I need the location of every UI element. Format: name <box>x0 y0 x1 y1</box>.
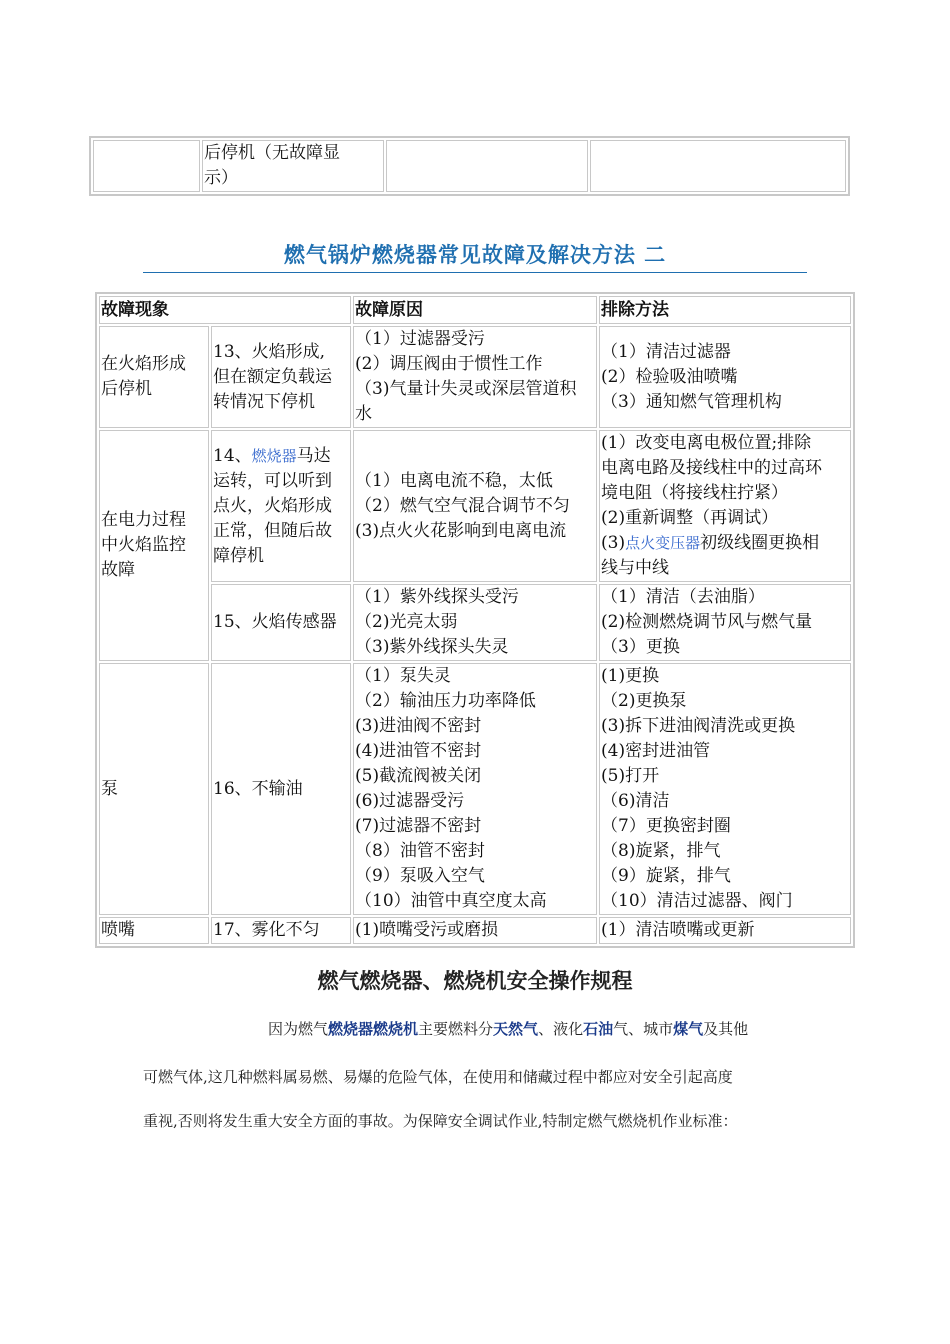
phenomenon-cell <box>99 430 209 661</box>
keyword-link[interactable]: 煤气 <box>673 1020 704 1038</box>
cell-text: (2)检测燃烧调节风与燃气量 <box>601 612 813 632</box>
cause-cell <box>353 326 597 428</box>
cell-text: (3) <box>601 533 626 553</box>
safety-title: 燃气燃烧器、燃烧机安全操作规程 <box>317 969 633 993</box>
cause-cell <box>353 584 597 661</box>
cell-text: （2）输油压力功率降低 <box>355 691 536 711</box>
cell-text: （1）清洁（去油脂） <box>601 587 765 607</box>
cell-text: 后停机 <box>101 379 152 399</box>
cell-text: （1）清洁过滤器 <box>601 341 731 362</box>
text-segment: 、液化 <box>538 1020 584 1038</box>
header-phenomenon: 故障现象 <box>99 296 351 324</box>
cell-text: 线与中线 <box>601 558 669 578</box>
cell-text: 初级线圈更换相 <box>700 533 820 553</box>
section-title: 燃气锅炉燃烧器常见故障及解决方法 二 <box>143 238 807 273</box>
cell-text: (7)过滤器不密封 <box>355 816 482 836</box>
cell-text: （8）油管不密封 <box>355 841 485 861</box>
keyword-link[interactable]: 燃烧器燃烧机 <box>328 1020 419 1038</box>
condition-cell: 17、雾化不匀 <box>211 917 351 944</box>
text-segment: 因为燃气 <box>268 1020 329 1038</box>
table-row <box>99 917 851 944</box>
table-row <box>99 326 851 428</box>
table-cell <box>386 140 588 192</box>
condition-cell: 16、不输油 <box>211 663 351 915</box>
cell-text: （2)更换泵 <box>601 691 687 711</box>
ignition-transformer-link[interactable]: 点火变压器 <box>625 534 701 552</box>
table-header-row <box>99 296 851 324</box>
cell-text: 马达 <box>296 445 331 466</box>
text-segment: 及其他 <box>703 1020 749 1038</box>
condition-cell <box>211 430 351 582</box>
cell-text: (2）调压阀由于惯性工作 <box>355 354 543 374</box>
cell-text: (3)进油阀不密封 <box>355 716 482 736</box>
cell-text: (3)点火火花影响到电离电流 <box>355 520 567 541</box>
table-row <box>93 140 846 192</box>
cell-text: 但在额定负载运 <box>213 366 332 387</box>
cell-text: (5)截流阀被关闭 <box>355 766 482 786</box>
cell-text: （1）泵失灵 <box>355 666 451 686</box>
table-cell <box>93 140 200 192</box>
cell-text: 电离电路及接线柱中的过高环 <box>601 458 822 478</box>
header-fix: 排除方法 <box>599 296 851 324</box>
cell-text: （3）更换 <box>601 637 680 657</box>
cell-text: （3)紫外线探头失灵 <box>355 637 509 657</box>
cell-text: 水 <box>355 404 372 424</box>
cell-text: 在电力过程 <box>101 510 186 530</box>
cell-text: 境电阻（将接线柱拧紧） <box>601 483 788 503</box>
fix-cell: (1）清洁喷嘴或更新 <box>599 917 851 944</box>
fix-cell <box>599 584 851 661</box>
text-segment: 主要燃料分 <box>418 1020 494 1038</box>
cell-text: （2)光亮太弱 <box>355 612 458 632</box>
paragraph-line: 重视,否则将发生重大安全方面的事故。为保障安全调试作业,特制定燃气燃烧机作业标准： <box>143 1112 738 1130</box>
cell-text: （6)清洁 <box>601 791 670 811</box>
cell-text: 后停机（无故障显 <box>204 143 340 163</box>
cell-text: （8)旋紧，排气 <box>601 841 721 861</box>
cell-text: 13、火焰形成, <box>213 341 326 362</box>
cell-text: （7）更换密封圈 <box>601 816 731 836</box>
cell-text: 运转，可以听到 <box>213 470 332 491</box>
cell-text: 在火焰形成 <box>101 354 186 374</box>
cell-text: (1)更换 <box>601 666 660 686</box>
cell-text: 故障 <box>101 560 135 580</box>
keyword-link[interactable]: 天然气 <box>493 1020 539 1038</box>
paragraph-line <box>268 1018 748 1039</box>
cell-text: (2）检验吸油喷嘴 <box>601 366 738 387</box>
cell-text: （10）清洁过滤器、阀门 <box>601 891 793 911</box>
fix-cell <box>599 663 851 915</box>
cell-text: (6)过滤器受污 <box>355 791 465 811</box>
cause-cell <box>353 430 597 582</box>
cause-cell: (1)喷嘴受污或磨损 <box>353 917 597 944</box>
cell-text: 示） <box>204 168 238 188</box>
cell-text: （1）过滤器受污 <box>355 329 485 349</box>
phenomenon-cell: 泵 <box>99 663 209 915</box>
cell-text: 中火焰监控 <box>101 535 186 555</box>
cell-text: (1）改变电离电极位置;排除 <box>601 433 812 453</box>
cell-text: 14、 <box>213 445 252 466</box>
header-cause: 故障原因 <box>353 296 597 324</box>
phenomenon-cell <box>99 326 209 428</box>
table-cell <box>202 140 384 192</box>
cell-text: （3)气量计失灵或深层管道积 <box>355 379 577 399</box>
cell-text: （9）旋紧，排气 <box>601 866 731 886</box>
cell-text: (4)进油管不密封 <box>355 741 482 761</box>
cell-text: 障停机 <box>213 545 264 566</box>
top-table <box>89 136 850 196</box>
cell-text: （1）电离电流不稳，太低 <box>355 470 553 491</box>
cell-text <box>213 444 349 469</box>
cell-text: (4)密封进油管 <box>601 741 711 761</box>
text-segment: 气、城市 <box>613 1020 674 1038</box>
condition-cell: 15、火焰传感器 <box>211 584 351 661</box>
cell-text: (3)拆下进油阀清洗或更换 <box>601 716 796 736</box>
cell-text: （1）紫外线探头受污 <box>355 587 519 607</box>
cell-text: (5)打开 <box>601 766 660 786</box>
cell-text: 转情况下停机 <box>213 391 315 412</box>
condition-cell <box>211 326 351 428</box>
cell-text: 点火，火焰形成 <box>213 495 332 516</box>
table-row <box>99 663 851 915</box>
cause-cell <box>353 663 597 915</box>
fix-cell <box>599 326 851 428</box>
phenomenon-cell: 喷嘴 <box>99 917 209 944</box>
table-row <box>99 430 851 582</box>
cell-text: （2）燃气空气混合调节不匀 <box>355 495 570 516</box>
cell-text: 正常，但随后故 <box>213 520 332 541</box>
fault-table <box>95 292 855 948</box>
paragraph-line: 可燃气体,这几种燃料属易燃、易爆的危险气体，在使用和储藏过程中都应对安全引起高度 <box>143 1068 733 1086</box>
cell-text: (2)重新调整（再调试） <box>601 508 779 528</box>
fix-cell <box>599 430 851 582</box>
keyword-link[interactable]: 石油 <box>583 1020 614 1038</box>
cell-text <box>601 531 849 556</box>
cell-text: （9）泵吸入空气 <box>355 866 485 886</box>
table-row <box>99 584 851 661</box>
table-cell <box>590 140 846 192</box>
cell-text: （10）油管中真空度太高 <box>355 891 547 911</box>
cell-text: （3）通知燃气管理机构 <box>601 391 782 412</box>
burner-link[interactable]: 燃烧器 <box>251 446 297 465</box>
